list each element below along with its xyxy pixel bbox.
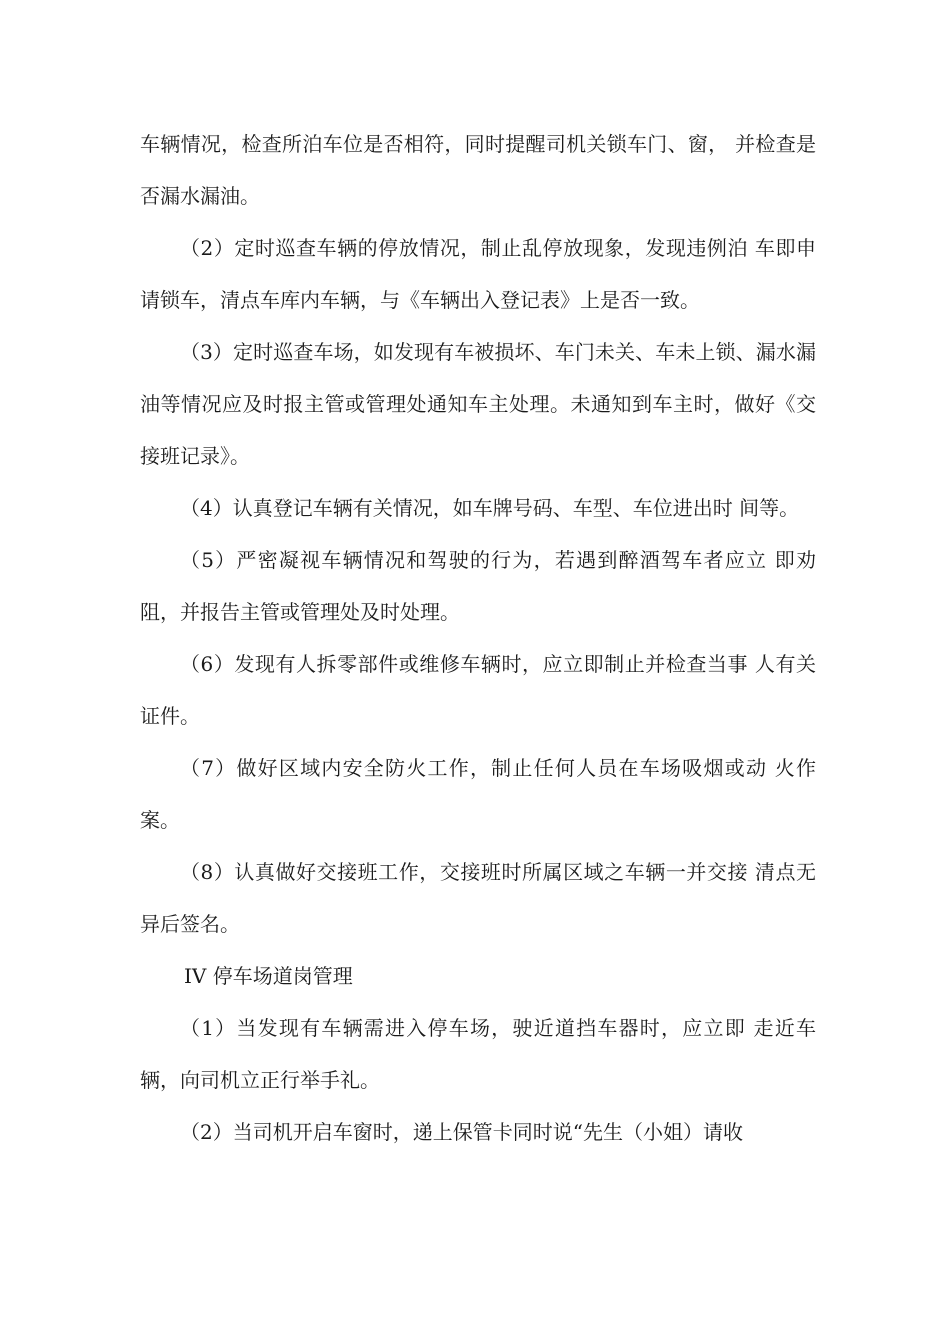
paragraph-item-6: （6）发现有人拆零部件或维修车辆时，应立即制止并检查当事 人有关证件。	[140, 652, 816, 728]
paragraph-continued: 车辆情况，检查所泊车位是否相符，同时提醒司机关锁车门、窗， 并检查是否漏水漏油。	[140, 132, 816, 208]
section-paragraph-2: （2）当司机开启车窗时，递上保管卡同时说“先生（小姐）请收	[180, 1120, 743, 1144]
paragraph-item-7: （7）做好区域内安全防火工作，制止任何人员在车场吸烟或动 火作案。	[140, 756, 816, 832]
paragraph-item-2: （2）定时巡查车辆的停放情况，制止乱停放现象，发现违例泊 车即申请锁车，清点车库内车辆，与《车辆出入登记表》上是否一致。	[140, 236, 816, 312]
paragraph-item-5: （5）严密凝视车辆情况和驾驶的行为，若遇到醉酒驾车者应立 即劝阻，并报告主管或管理处及时处理。	[140, 548, 816, 624]
document-body	[140, 118, 816, 1158]
paragraph-item-3: （3）定时巡查车场，如发现有车被损坏、车门未关、车未上锁、漏水漏油等情况应及时报主管或管理处通知车主处理。未通知到车主时，做好《交接班记录》。	[140, 340, 816, 468]
section-paragraph-1: （1）当发现有车辆需进入停车场，驶近道挡车器时，应立即 走近车辆，向司机立正行举手礼。	[140, 1016, 816, 1092]
section-heading: IV 停车场道岗管理	[184, 964, 353, 988]
paragraph-item-8: （8）认真做好交接班工作，交接班时所属区域之车辆一并交接 清点无异后签名。	[140, 860, 816, 936]
paragraph-item-4: （4）认真登记车辆有关情况，如车牌号码、车型、车位进出时 间等。	[180, 496, 800, 520]
